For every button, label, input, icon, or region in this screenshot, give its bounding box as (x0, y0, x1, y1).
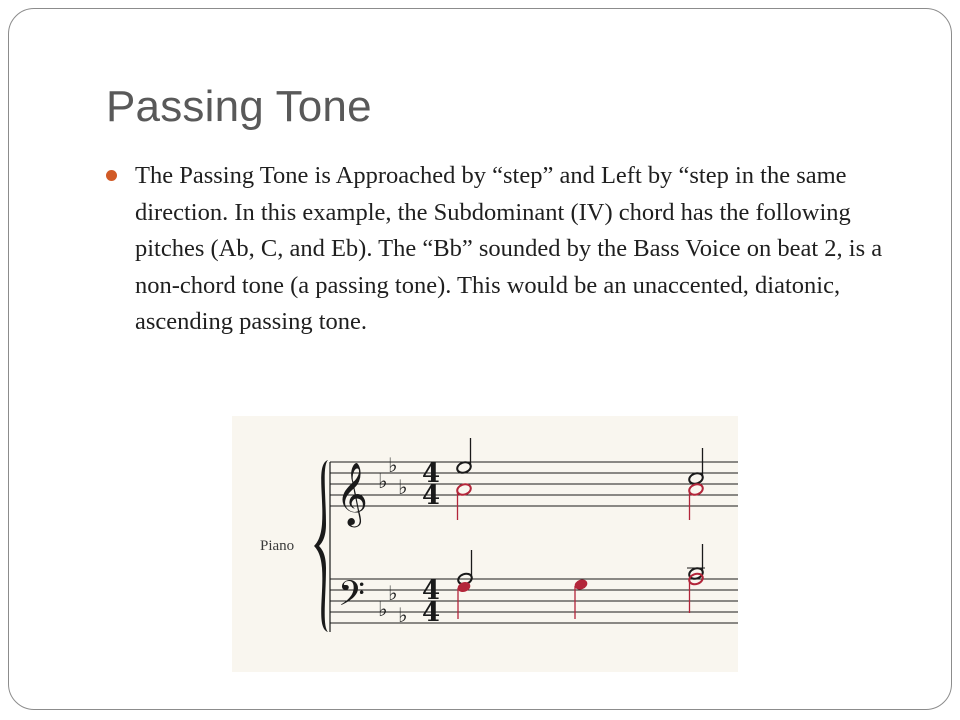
svg-text:4: 4 (422, 481, 441, 511)
treble-time-signature (422, 459, 440, 511)
instrument-label: Piano (260, 538, 295, 554)
bass-clef-icon: 𝄢 (338, 573, 366, 622)
svg-text:4: 4 (422, 576, 441, 606)
score-paper (232, 416, 738, 672)
slide-title: Passing Tone (106, 82, 372, 131)
bullet-text: The Passing Tone is Approached by “step” and Left by “step in the same direction. In this example, the Subdominant (IV) chord has the following pitches (Ab, C, and Eb). The “Bb” sounded by the Bass Voice on beat 2, is a non-chord tone (a passing tone). This would be an unaccented, diatonic, ascending passing tone. (135, 162, 883, 335)
svg-text:4: 4 (422, 598, 441, 628)
bass-time-signature (422, 576, 440, 628)
flat-icon: ♭ (388, 453, 398, 477)
flat-icon: ♭ (378, 597, 388, 621)
music-score-image (232, 416, 738, 672)
treble-clef-icon: 𝄞 (336, 462, 368, 525)
flat-icon: ♭ (398, 475, 408, 499)
flat-icon: ♭ (388, 581, 398, 605)
svg-text:4: 4 (422, 459, 441, 489)
flat-icon: ♭ (398, 603, 408, 627)
bullet-dot-icon (106, 170, 117, 181)
music-score-svg (232, 416, 738, 672)
flat-icon: ♭ (378, 469, 388, 493)
